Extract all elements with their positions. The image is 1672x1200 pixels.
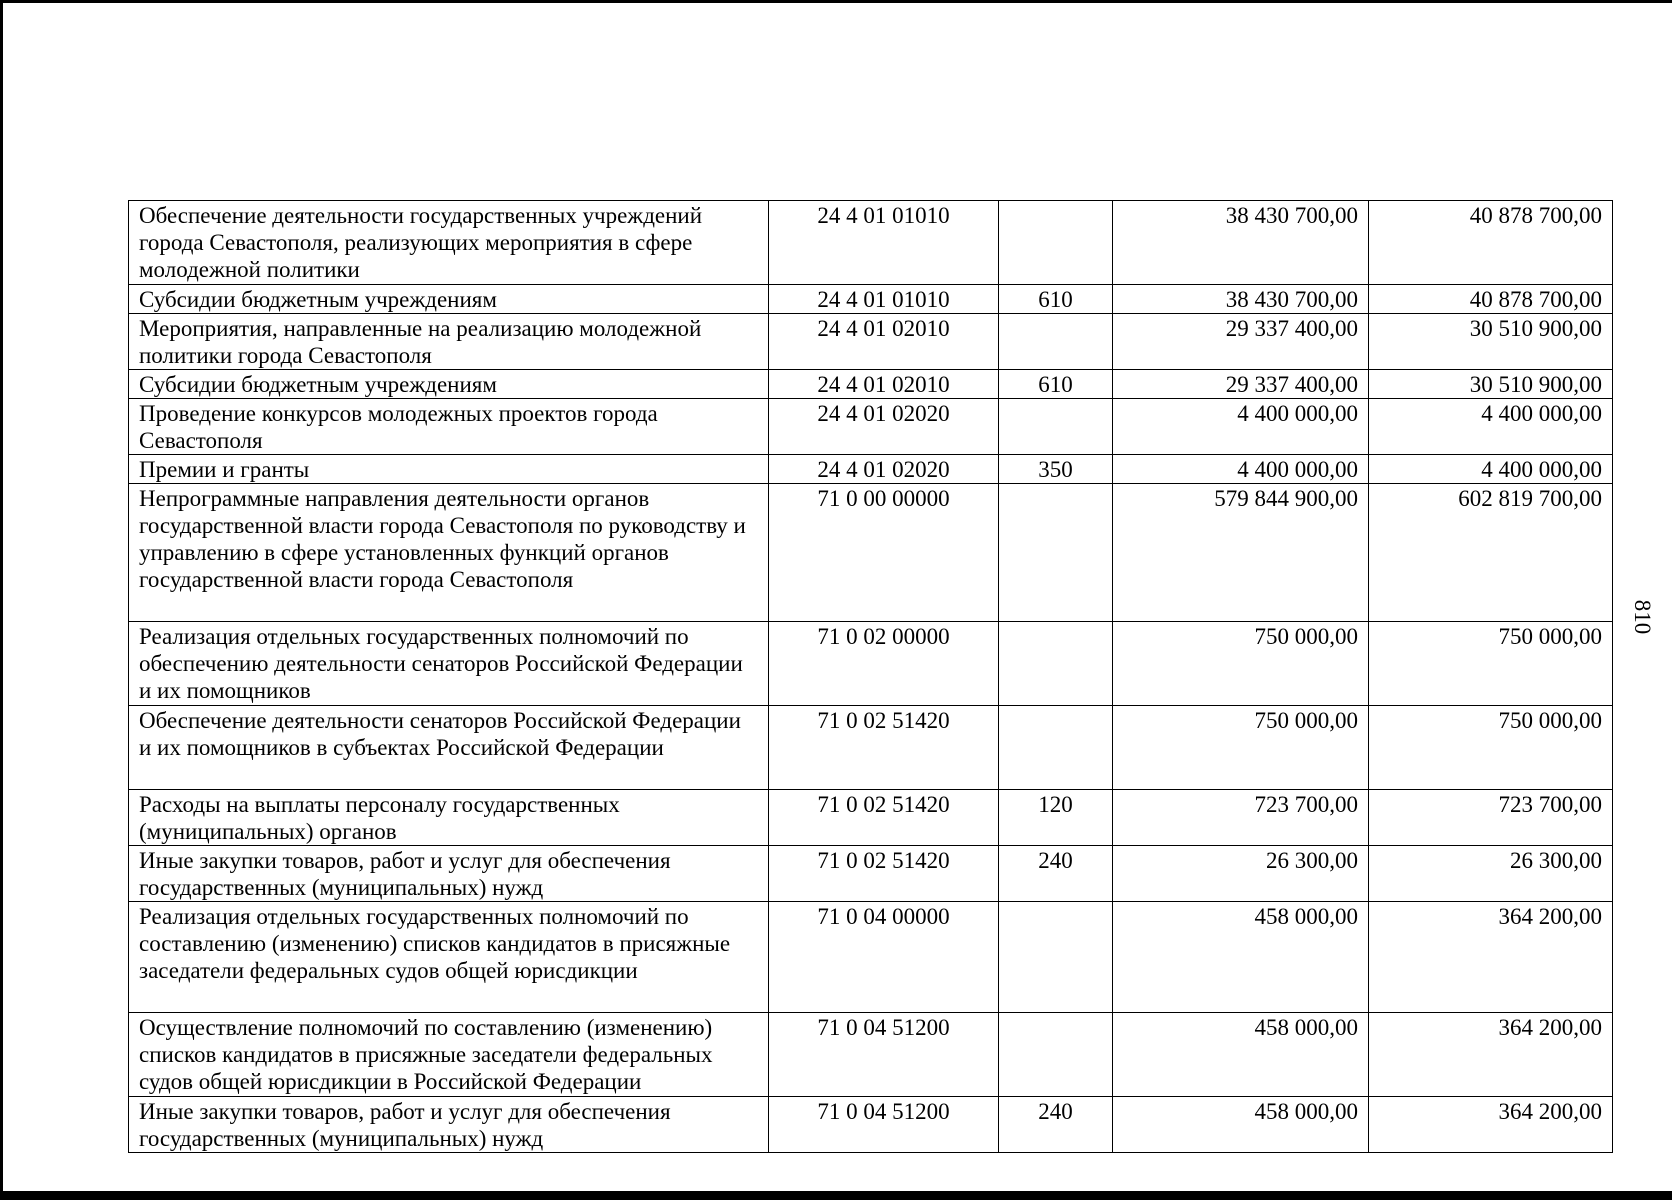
- row-sum-year-2: 364 200,00: [1369, 902, 1613, 1013]
- table-row: [129, 846, 1613, 902]
- row-sum-year-2: 364 200,00: [1369, 1013, 1613, 1097]
- row-expense-type: [999, 314, 1113, 370]
- row-target-article: 24 4 01 02020: [769, 455, 999, 484]
- row-expense-type: 240: [999, 1097, 1113, 1153]
- row-target-article: 71 0 00 00000: [769, 484, 999, 622]
- row-sum-year-2: 602 819 700,00: [1369, 484, 1613, 622]
- row-sum-year-1: 750 000,00: [1113, 622, 1369, 706]
- row-sum-year-1: 579 844 900,00: [1113, 484, 1369, 622]
- row-target-article: 71 0 04 00000: [769, 902, 999, 1013]
- row-sum-year-2: 40 878 700,00: [1369, 201, 1613, 285]
- table-row: [129, 1013, 1613, 1097]
- scan-border-left: [0, 0, 3, 1200]
- table-row: [129, 902, 1613, 1013]
- row-name: Осуществление полномочий по составлению (изменению) списков кандидатов в присяжные заседатели федеральных судов общей юрисдикции в Российской Федерации: [129, 1013, 769, 1097]
- row-expense-type: 610: [999, 285, 1113, 314]
- row-expense-type: [999, 399, 1113, 455]
- row-sum-year-1: 4 400 000,00: [1113, 455, 1369, 484]
- table-row: [129, 790, 1613, 846]
- row-name: Непрограммные направления деятельности органов государственной власти города Севастополя по руководству и управлению в сфере установленных функций органов государственной власти города Севастополя: [129, 484, 769, 622]
- row-expense-type: 350: [999, 455, 1113, 484]
- row-target-article: 71 0 02 00000: [769, 622, 999, 706]
- table-row: [129, 201, 1613, 285]
- row-name: Расходы на выплаты персоналу государственных (муниципальных) органов: [129, 790, 769, 846]
- row-name: Реализация отдельных государственных полномочий по составлению (изменению) списков кандидатов в присяжные заседатели федеральных судов общей юрисдикции: [129, 902, 769, 1013]
- row-sum-year-1: 723 700,00: [1113, 790, 1369, 846]
- row-expense-type: 610: [999, 370, 1113, 399]
- scan-border-top: [0, 0, 1672, 3]
- row-sum-year-1: 458 000,00: [1113, 1013, 1369, 1097]
- row-target-article: 24 4 01 02020: [769, 399, 999, 455]
- row-name: Реализация отдельных государственных полномочий по обеспечению деятельности сенаторов Российской Федерации и их помощников: [129, 622, 769, 706]
- table-row: [129, 1097, 1613, 1153]
- table-row: [129, 706, 1613, 790]
- row-target-article: 71 0 04 51200: [769, 1013, 999, 1097]
- row-target-article: 24 4 01 01010: [769, 285, 999, 314]
- row-name: Проведение конкурсов молодежных проектов города Севастополя: [129, 399, 769, 455]
- table-row: [129, 399, 1613, 455]
- table-row: [129, 484, 1613, 622]
- row-sum-year-1: 4 400 000,00: [1113, 399, 1369, 455]
- table-row: [129, 285, 1613, 314]
- row-sum-year-1: 38 430 700,00: [1113, 285, 1369, 314]
- row-sum-year-2: 26 300,00: [1369, 846, 1613, 902]
- table-row: [129, 314, 1613, 370]
- row-sum-year-2: 30 510 900,00: [1369, 370, 1613, 399]
- row-sum-year-1: 29 337 400,00: [1113, 370, 1369, 399]
- row-sum-year-2: 4 400 000,00: [1369, 455, 1613, 484]
- row-expense-type: [999, 1013, 1113, 1097]
- row-target-article: 71 0 02 51420: [769, 790, 999, 846]
- row-sum-year-1: 458 000,00: [1113, 902, 1369, 1013]
- row-sum-year-1: 29 337 400,00: [1113, 314, 1369, 370]
- row-sum-year-1: 458 000,00: [1113, 1097, 1369, 1153]
- row-sum-year-1: 26 300,00: [1113, 846, 1369, 902]
- budget-table-body: [129, 201, 1613, 1153]
- row-name: Субсидии бюджетным учреждениям: [129, 285, 769, 314]
- row-sum-year-2: 750 000,00: [1369, 622, 1613, 706]
- row-sum-year-2: 40 878 700,00: [1369, 285, 1613, 314]
- row-expense-type: [999, 201, 1113, 285]
- row-expense-type: [999, 484, 1113, 622]
- row-target-article: 24 4 01 01010: [769, 201, 999, 285]
- row-target-article: 24 4 01 02010: [769, 314, 999, 370]
- table-row: [129, 455, 1613, 484]
- row-expense-type: [999, 706, 1113, 790]
- row-expense-type: 120: [999, 790, 1113, 846]
- row-expense-type: 240: [999, 846, 1113, 902]
- row-target-article: 71 0 02 51420: [769, 846, 999, 902]
- table-row: [129, 370, 1613, 399]
- row-name: Обеспечение деятельности сенаторов Российской Федерации и их помощников в субъектах Российской Федерации: [129, 706, 769, 790]
- row-sum-year-2: 750 000,00: [1369, 706, 1613, 790]
- row-name: Иные закупки товаров, работ и услуг для обеспечения государственных (муниципальных) нужд: [129, 846, 769, 902]
- table-row: [129, 622, 1613, 706]
- row-target-article: 71 0 04 51200: [769, 1097, 999, 1153]
- row-target-article: 71 0 02 51420: [769, 706, 999, 790]
- row-sum-year-1: 750 000,00: [1113, 706, 1369, 790]
- row-expense-type: [999, 622, 1113, 706]
- scan-border-bottom: [0, 1191, 1672, 1200]
- row-name: Иные закупки товаров, работ и услуг для обеспечения государственных (муниципальных) нужд: [129, 1097, 769, 1153]
- row-sum-year-2: 30 510 900,00: [1369, 314, 1613, 370]
- row-sum-year-2: 364 200,00: [1369, 1097, 1613, 1153]
- row-name: Субсидии бюджетным учреждениям: [129, 370, 769, 399]
- page-number: 810: [1630, 599, 1655, 635]
- row-sum-year-2: 4 400 000,00: [1369, 399, 1613, 455]
- row-sum-year-2: 723 700,00: [1369, 790, 1613, 846]
- row-target-article: 24 4 01 02010: [769, 370, 999, 399]
- row-expense-type: [999, 902, 1113, 1013]
- budget-table: [128, 200, 1613, 1153]
- row-name: Обеспечение деятельности государственных учреждений города Севастополя, реализующих мероприятия в сфере молодежной политики: [129, 201, 769, 285]
- row-name: Премии и гранты: [129, 455, 769, 484]
- row-name: Мероприятия, направленные на реализацию молодежной политики города Севастополя: [129, 314, 769, 370]
- row-sum-year-1: 38 430 700,00: [1113, 201, 1369, 285]
